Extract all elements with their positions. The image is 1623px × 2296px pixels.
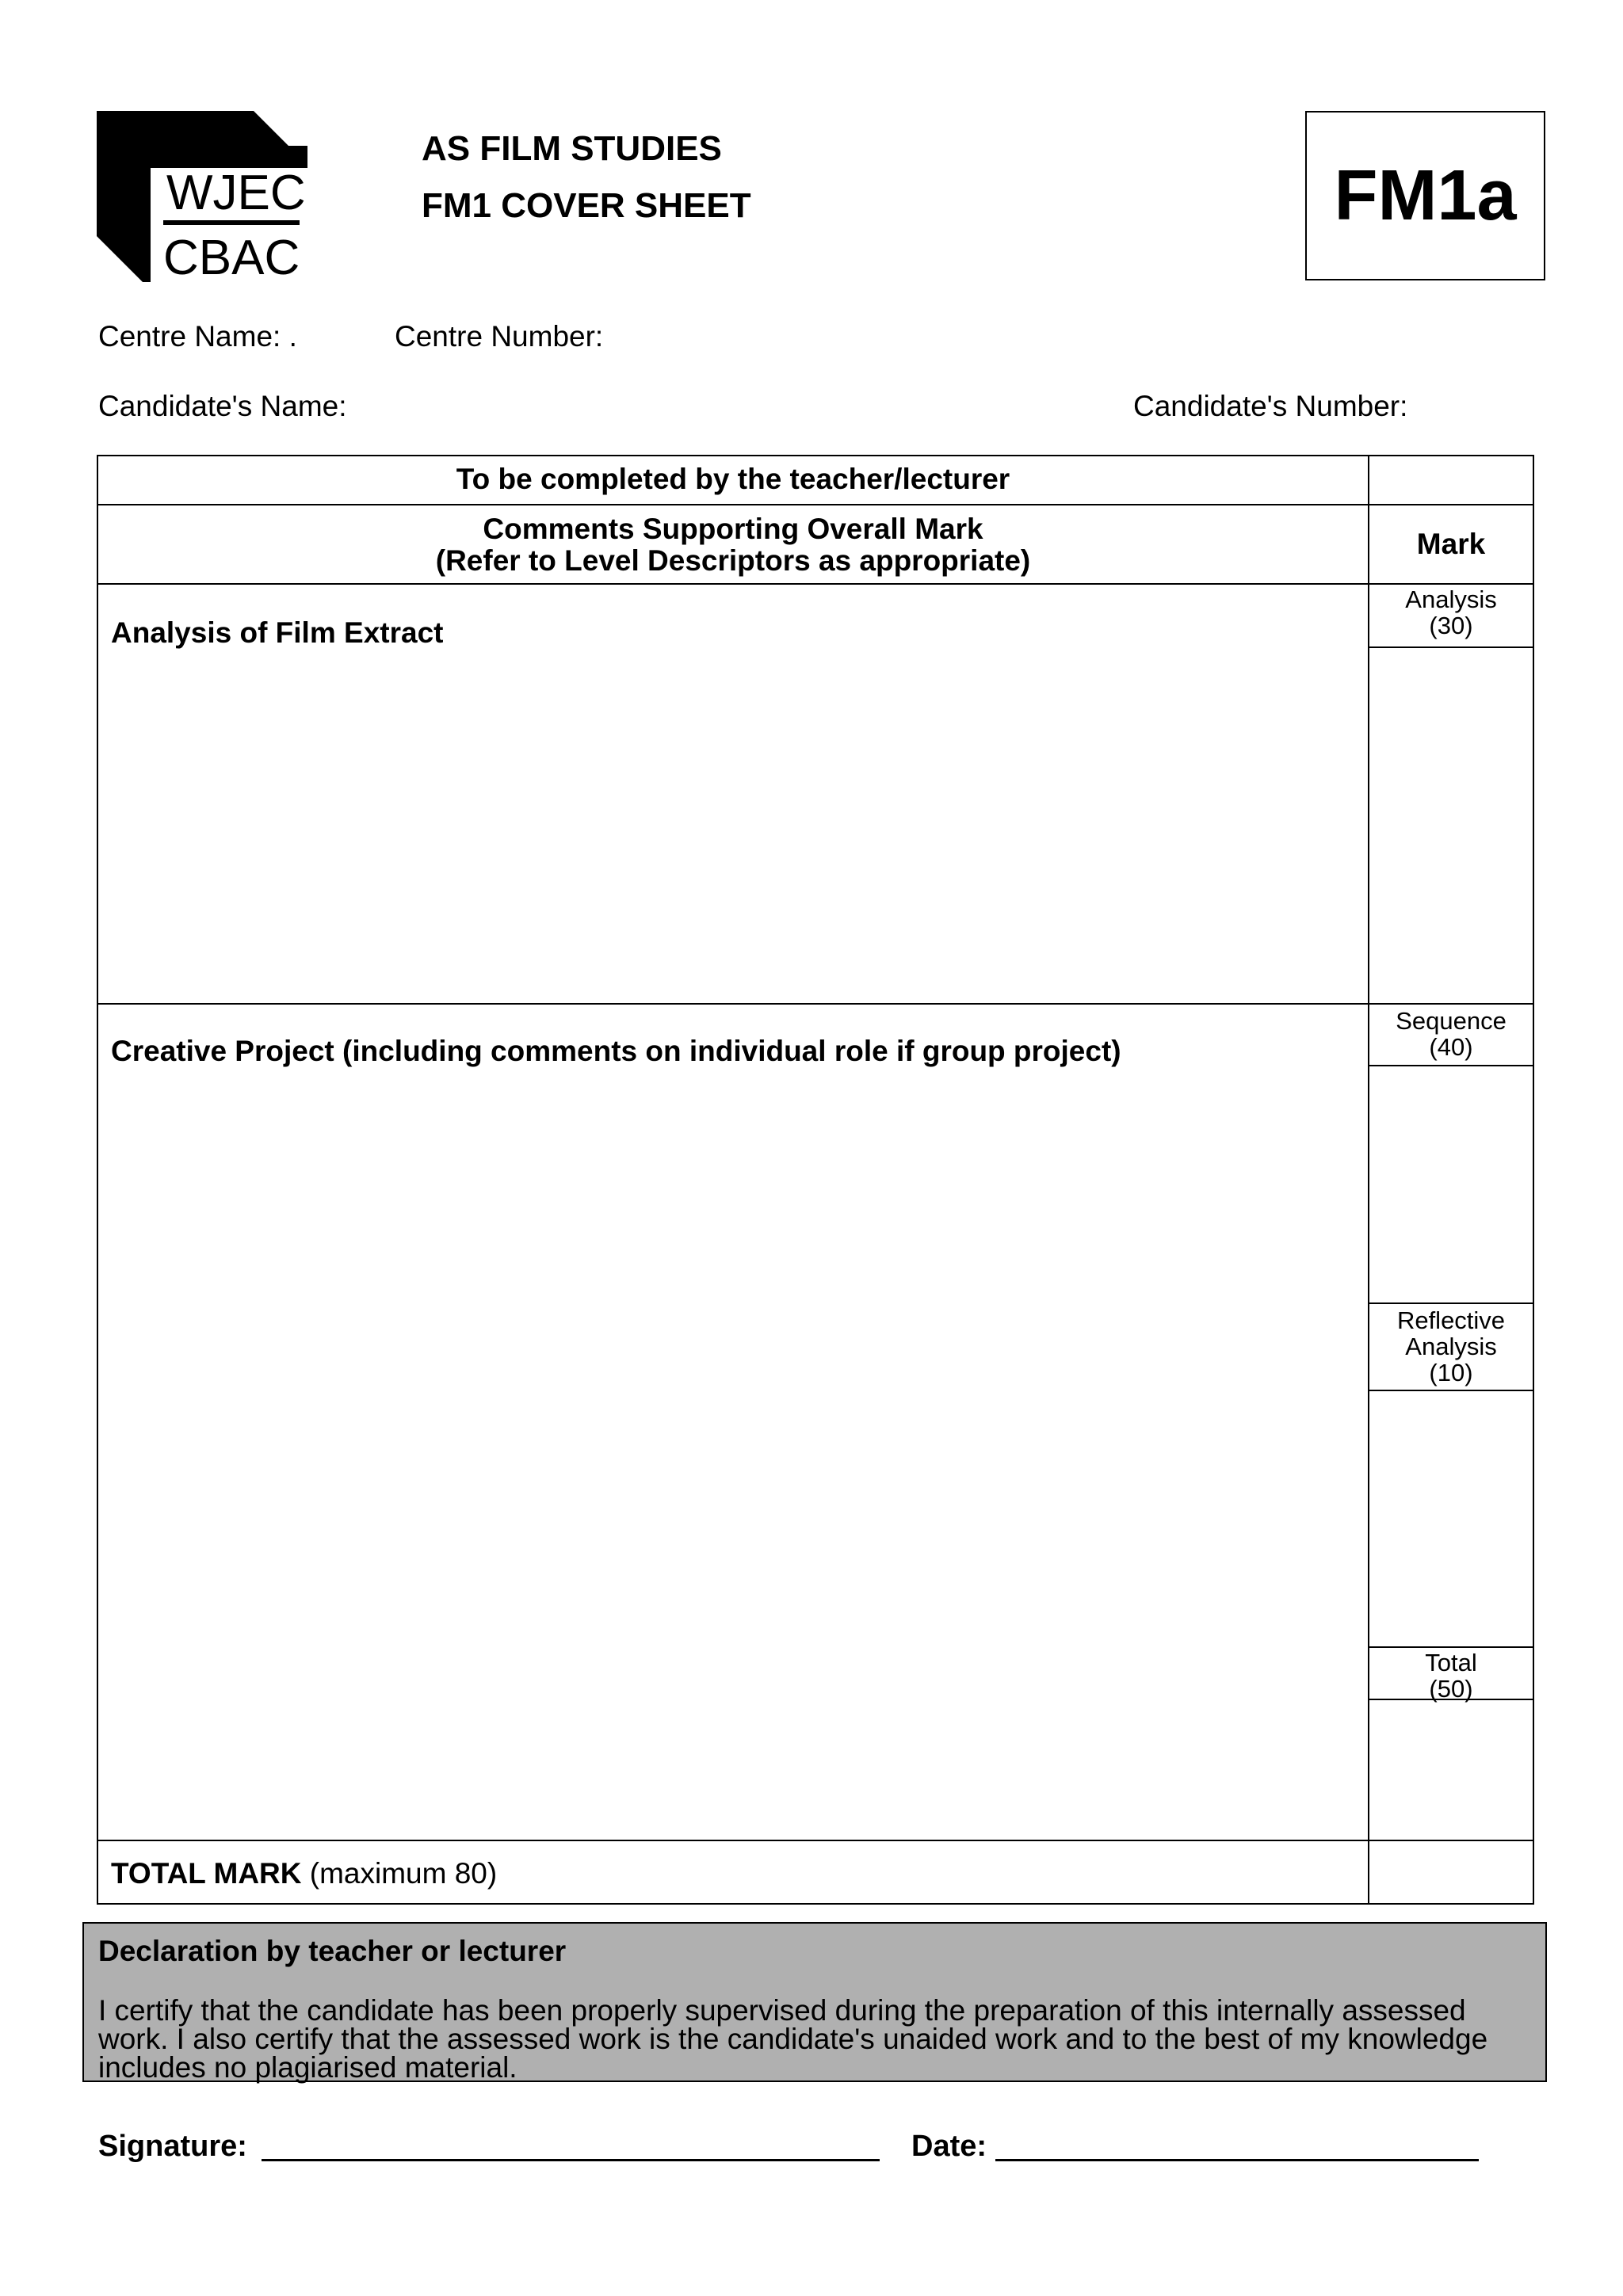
logo-text-cbac: CBAC xyxy=(163,231,300,282)
declaration-text: I certify that the candidate has been properly supervised during the preparation of this internally assessed work. I also certify that the assessed work is the candidate's unaided work and to the best of my knowledge includes no plagiarised material. xyxy=(98,1994,1488,2084)
table-border-right xyxy=(1533,455,1534,1905)
table-header-row: To be completed by the teacher/lecturer xyxy=(456,463,1010,495)
table-border-top xyxy=(97,455,1534,456)
table-border-bottom xyxy=(97,1903,1534,1905)
form-code: FM1a xyxy=(1334,156,1517,235)
mark-reflective-max: (10) xyxy=(1429,1359,1473,1386)
mark-sequence-label xyxy=(1369,1008,1533,1060)
mark-line xyxy=(1368,1646,1534,1648)
mark-sequence-text: Sequence xyxy=(1396,1007,1507,1035)
comments-header-line-1: Comments Supporting Overall Mark xyxy=(483,513,983,545)
logo-text-wjec: WJEC xyxy=(166,166,306,220)
candidate-number-label: Candidate's Number: xyxy=(1133,390,1408,422)
mark-analysis-label xyxy=(1369,586,1533,639)
wjec-cbac-logo xyxy=(97,111,307,282)
mark-analysis-text: Analysis xyxy=(1405,585,1497,613)
mark-total-label xyxy=(1369,1650,1533,1702)
mark-reflective-text: Reflective xyxy=(1396,1306,1506,1334)
total-mark-note: (maximum 80) xyxy=(309,1857,498,1890)
table-line xyxy=(97,504,1534,505)
mark-line xyxy=(1368,1390,1534,1391)
date-line[interactable] xyxy=(995,2159,1479,2161)
mark-line xyxy=(1368,1302,1534,1304)
mark-line xyxy=(1368,646,1534,648)
date-label: Date: xyxy=(911,2130,987,2163)
candidate-name-label: Candidate's Name: xyxy=(98,390,347,422)
table-line xyxy=(97,583,1534,585)
centre-number-label: Centre Number: xyxy=(395,320,604,353)
mark-reflective-text-2: Analysis xyxy=(1405,1333,1497,1360)
title-line-1: AS FILM STUDIES xyxy=(422,129,722,168)
comments-header xyxy=(98,513,1368,577)
centre-name-label: Centre Name: . xyxy=(98,320,297,353)
total-mark-row xyxy=(111,1859,497,1888)
declaration-title: Declaration by teacher or lecturer xyxy=(98,1935,567,1967)
title-line-2: FM1 COVER SHEET xyxy=(422,186,751,225)
mark-sequence-max: (40) xyxy=(1429,1033,1473,1061)
signature-line[interactable] xyxy=(262,2159,880,2161)
mark-header: Mark xyxy=(1416,528,1486,560)
section-analysis-label: Analysis of Film Extract xyxy=(111,616,444,649)
mark-total-text: Total xyxy=(1425,1649,1477,1676)
signature-label: Signature: xyxy=(98,2130,247,2163)
table-line xyxy=(97,1840,1534,1841)
mark-line xyxy=(1368,1065,1534,1066)
mark-total-max: (50) xyxy=(1429,1675,1473,1703)
table-line xyxy=(97,1003,1534,1005)
mark-analysis-max: (30) xyxy=(1429,612,1473,639)
total-mark-label: TOTAL MARK xyxy=(111,1857,302,1890)
mark-reflective-label xyxy=(1369,1307,1533,1386)
section-creative-label: Creative Project (including comments on individual role if group project) xyxy=(111,1035,1121,1067)
table-border-left xyxy=(97,455,98,1905)
comments-header-line-2: (Refer to Level Descriptors as appropriate) xyxy=(435,544,1031,577)
form-code-box xyxy=(1305,111,1545,280)
